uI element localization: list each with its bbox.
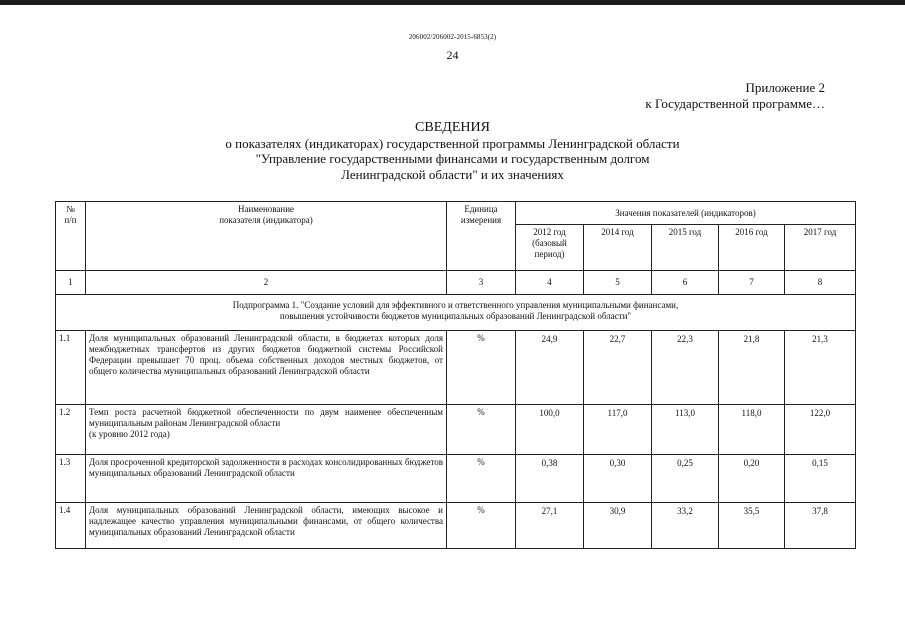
column-number-cell: 7 bbox=[719, 271, 785, 295]
column-number-cell: 6 bbox=[652, 271, 719, 295]
column-number-cell: 8 bbox=[785, 271, 856, 295]
header-number: № п/п bbox=[56, 202, 86, 271]
row-value: 0,20 bbox=[719, 455, 785, 503]
row-value: 27,1 bbox=[516, 503, 584, 549]
header-year: 2016 год bbox=[719, 225, 785, 271]
row-unit: % bbox=[447, 503, 516, 549]
header-year: 2012 год (базовый период) bbox=[516, 225, 584, 271]
appendix-line-2: к Государственной программе… bbox=[645, 96, 825, 111]
table-row bbox=[56, 455, 856, 503]
header-unit: Единица измерения bbox=[447, 202, 516, 271]
row-value: 0,38 bbox=[516, 455, 584, 503]
row-value: 35,5 bbox=[719, 503, 785, 549]
header-indicator-name: Наименование показателя (индикатора) bbox=[86, 202, 447, 271]
column-number-cell: 1 bbox=[56, 271, 86, 295]
table-row bbox=[56, 405, 856, 455]
row-value: 100,0 bbox=[516, 405, 584, 455]
header-year: 2014 год bbox=[584, 225, 652, 271]
heading-title: СВЕДЕНИЯ bbox=[415, 120, 490, 135]
heading-line-2: "Управление государственными финансами и государственным долгом bbox=[255, 151, 650, 166]
heading-line-3: Ленинградской области" и их значениях bbox=[341, 166, 564, 182]
row-value: 33,2 bbox=[652, 503, 719, 549]
row-indicator-name: Доля муниципальных образований Ленинградской области, в бюджетах которых доля межбюджетных трансфертов из других бюджетов бюджетной системы Российской Федерации превышает 70 проц. объема собственных доходов местных бюджетов, от общего количества муниципальных образований Ленинградской области bbox=[86, 331, 447, 405]
row-value: 0,30 bbox=[584, 455, 652, 503]
row-number: 1.3 bbox=[56, 455, 86, 503]
row-indicator-name: Темп роста расчетной бюджетной обеспеченности по двум наименее обеспеченным муниципальным районам Ленинградской области (к уровню 2012 года) bbox=[86, 405, 447, 455]
row-value: 21,3 bbox=[785, 331, 856, 405]
row-value: 0,25 bbox=[652, 455, 719, 503]
row-unit: % bbox=[447, 331, 516, 405]
column-number-cell: 2 bbox=[86, 271, 447, 295]
column-number-cell: 5 bbox=[584, 271, 652, 295]
table-row bbox=[56, 503, 856, 549]
row-unit: % bbox=[447, 455, 516, 503]
header-values-group: Значения показателей (индикаторов) bbox=[516, 202, 856, 225]
column-number-cell: 4 bbox=[516, 271, 584, 295]
row-value: 122,0 bbox=[785, 405, 856, 455]
row-number: 1.4 bbox=[56, 503, 86, 549]
row-number: 1.2 bbox=[56, 405, 86, 455]
row-value: 118,0 bbox=[719, 405, 785, 455]
row-number: 1.1 bbox=[56, 331, 86, 405]
column-number-cell: 3 bbox=[447, 271, 516, 295]
row-value: 37,8 bbox=[785, 503, 856, 549]
document-id: 206002/206002-2015-6853(2) bbox=[408, 33, 497, 41]
heading-line-1: о показателях (индикаторах) государственной программы Ленинградской области bbox=[225, 135, 680, 151]
row-value: 30,9 bbox=[584, 503, 652, 549]
row-value: 0,15 bbox=[785, 455, 856, 503]
subprogram-title: Подпрограмма 1. "Создание условий для эффективного и ответственного управления муниципальными финансами, повышения устойчивости бюджетов муниципальных образований Ленинградской области" bbox=[56, 295, 856, 331]
row-value: 117,0 bbox=[584, 405, 652, 455]
header-year: 2017 год bbox=[785, 225, 856, 271]
document-heading bbox=[0, 120, 905, 182]
row-value: 24,9 bbox=[516, 331, 584, 405]
row-unit: % bbox=[447, 405, 516, 455]
row-value: 21,8 bbox=[719, 331, 785, 405]
row-value: 22,3 bbox=[652, 331, 719, 405]
row-value: 22,7 bbox=[584, 331, 652, 405]
header-year: 2015 год bbox=[652, 225, 719, 271]
row-value: 113,0 bbox=[652, 405, 719, 455]
row-indicator-name: Доля муниципальных образований Ленинградской области, имеющих высокое и надлежащее качество управления муниципальными финансами, от общего количества муниципальных образований Ленинградской области bbox=[86, 503, 447, 549]
row-indicator-name: Доля просроченной кредиторской задолженности в расходах консолидированных бюджетов муниципальных образований Ленинградской области bbox=[86, 455, 447, 503]
appendix-line-1: Приложение 2 bbox=[745, 80, 825, 95]
top-border-line bbox=[0, 0, 905, 5]
indicators-table bbox=[55, 201, 856, 549]
table-row bbox=[56, 331, 856, 405]
page-number: 24 bbox=[446, 48, 459, 62]
appendix-label bbox=[645, 80, 825, 112]
